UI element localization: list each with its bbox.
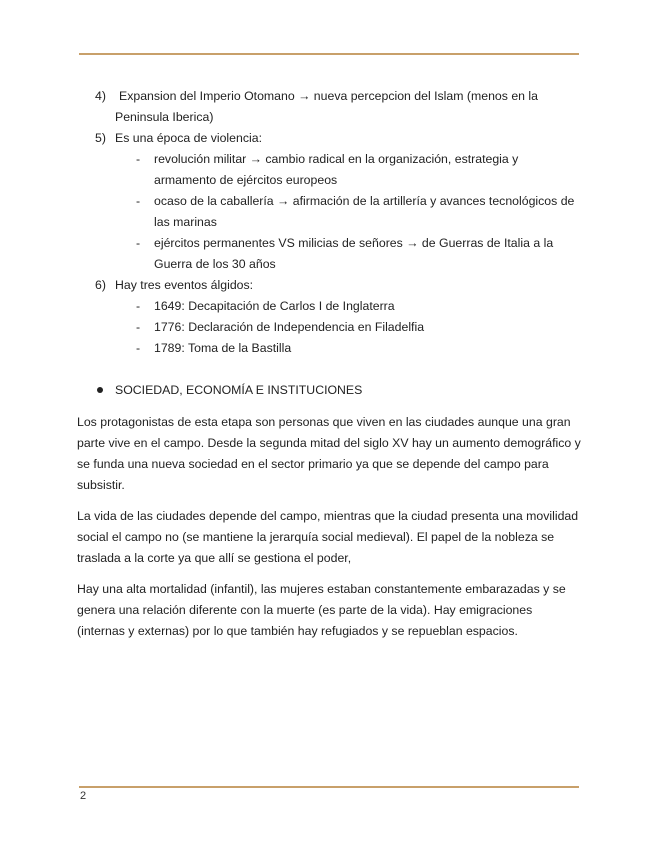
sub-item — [77, 191, 582, 233]
dash-marker: - — [136, 299, 141, 313]
item-number: 5) — [95, 131, 106, 145]
section-heading — [77, 380, 582, 401]
sub-item — [77, 338, 582, 359]
dash-marker: - — [136, 236, 141, 250]
item-5-sublist — [77, 149, 582, 275]
sub-item-text: revolución militar → cambio radical en la organización, estrategia y armamento de ejércitos europeos — [154, 152, 519, 187]
list-item-4 — [77, 86, 582, 128]
dash-marker: - — [136, 194, 141, 208]
item-6-sublist — [77, 296, 582, 359]
sub-item — [77, 149, 582, 191]
item-number: 6) — [95, 278, 106, 292]
item-number: 4) — [95, 89, 106, 103]
paragraph: La vida de las ciudades depende del campo, mientras que la ciudad presenta una movilidad social el campo no (se mantiene la jerarquía social medieval). El papel de la nobleza se traslada a la corte ya que allí se gestiona el poder, — [77, 509, 579, 565]
item-text: Es una época de violencia: — [115, 131, 262, 145]
sub-item-text: 1649: Decapitación de Carlos I de Inglaterra — [154, 299, 395, 313]
dash-marker: - — [136, 341, 141, 355]
paragraph: Los protagonistas de esta etapa son personas que viven en las ciudades aunque una gran parte vive en el campo. Desde la segunda mitad del siglo XV hay un aumento demográfico y se funda una nueva sociedad en el sector primario ya que se depende del campo para subsistir. — [77, 415, 581, 492]
list-item-6 — [77, 275, 582, 296]
dash-marker: - — [136, 320, 141, 334]
bullet-icon — [97, 387, 103, 393]
header-rule — [79, 53, 579, 55]
page-number: 2 — [80, 790, 87, 802]
list-item-5 — [77, 128, 582, 149]
sub-item — [77, 317, 582, 338]
sub-item-text: ejércitos permanentes VS milicias de señores → de Guerras de Italia a la Guerra de los 30 años — [154, 236, 554, 271]
item-text: Hay tres eventos álgidos: — [115, 278, 254, 292]
sub-item-text: 1789: Toma de la Bastilla — [154, 341, 292, 355]
paragraph: Hay una alta mortalidad (infantil), las mujeres estaban constantemente embarazadas y se genera una relación diferente con la muerte (es parte de la vida). Hay emigraciones (internas y externas) por lo que también hay refugiados y se repueblan espacios. — [77, 582, 566, 638]
dash-marker: - — [136, 152, 141, 166]
sub-item-text: 1776: Declaración de Independencia en Filadelfia — [154, 320, 425, 334]
item-text: Expansion del Imperio Otomano → nueva percepcion del Islam (menos en la Peninsula Iberica) — [115, 89, 539, 124]
sub-item — [77, 233, 582, 275]
sub-item — [77, 296, 582, 317]
footer-rule — [79, 786, 579, 788]
page-content — [77, 86, 582, 642]
sub-item-text: ocaso de la caballería → afirmación de la artillería y avances tecnológicos de las marinas — [154, 194, 575, 229]
section-heading-text: SOCIEDAD, ECONOMÍA E INSTITUCIONES — [115, 383, 363, 397]
